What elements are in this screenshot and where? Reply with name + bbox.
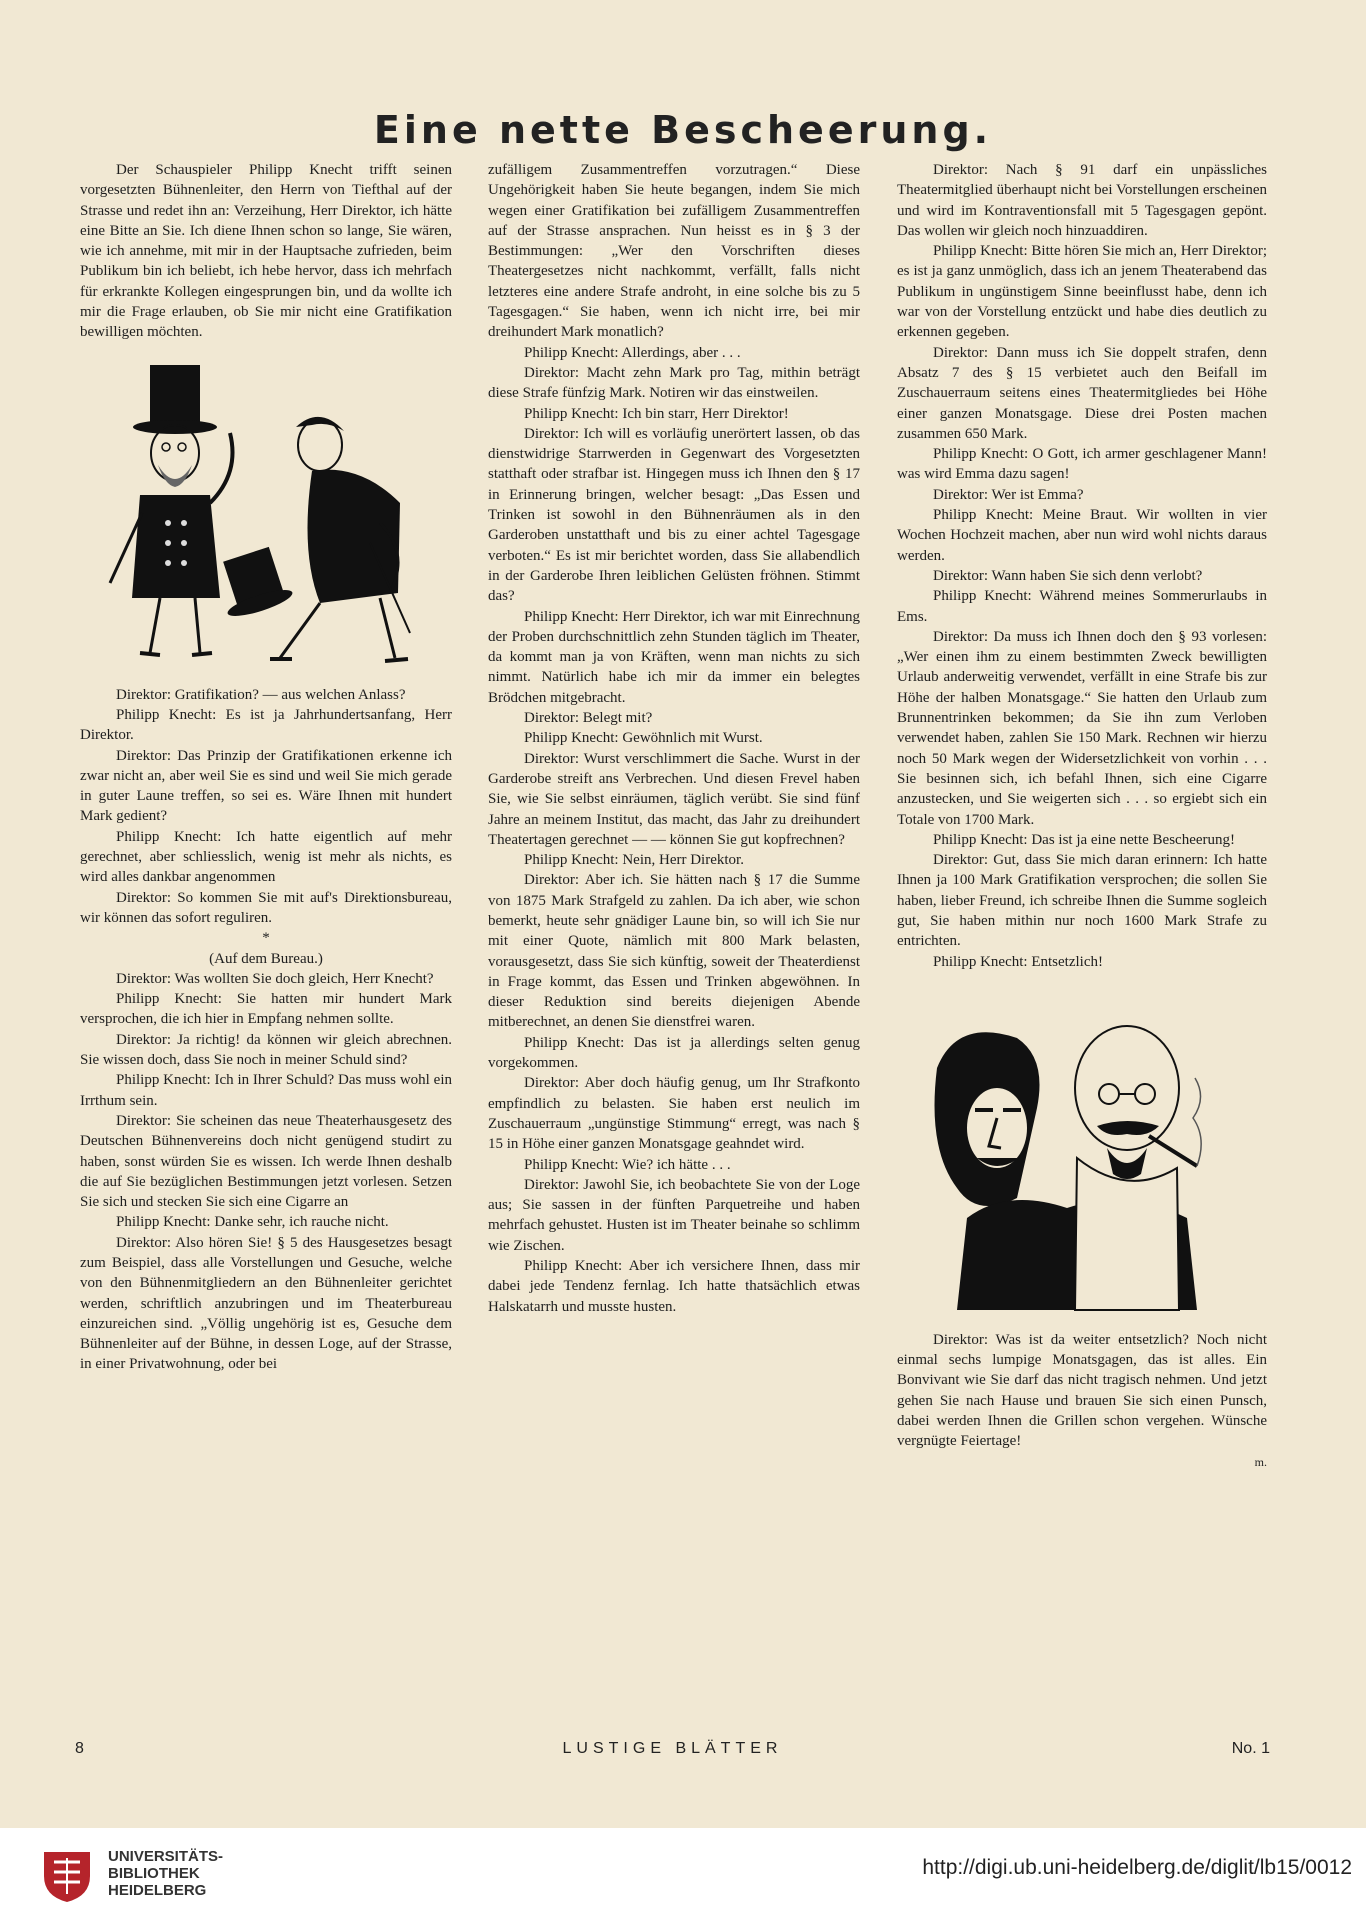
paragraph: Philipp Knecht: Danke sehr, ich rauche nicht.	[116, 1214, 389, 1231]
paragraph: Philipp Knecht: Bitte hören Sie mich an, Herr Direktor; es ist ja ganz unmöglich, dass ich an jenem Theaterabend das Publikum in ungünstigem Sinne beeinflusst habe, denn ich war von der Vorstellung entzückt und habe dies deutlich zu erkennen gegeben.	[897, 243, 1267, 341]
paragraph: Der Schauspieler Philipp Knecht trifft seinen vorgesetzten Bühnenleiter, den Herrn von Tiefthal auf der Strasse und redet ihn an: Verzeihung, Herr Direktor, ich hätte eine Bitte an Sie. Ich diene Ihnen schon so lange, Sie wären, wie ich annehme, mit mir in der Hauptsache zufrieden, beim Publikum bin ich beliebt, ich hebe hervor, dass ich mehrfach für erkrankte Kollegen eingesprungen bin, und da wollte ich mir die Frage erlauben, ob Sie mir nicht eine Gratifikation bewilligen möchten.	[80, 162, 452, 341]
paragraph: Direktor: Gratifikation? — aus welchen Anlass?	[116, 686, 406, 703]
paragraph: Direktor: Das Prinzip der Gratifikationen erkenne ich zwar nicht an, aber weil Sie es sind und weil Sie mich gerade in guter Laune treffen, so sei es. Wäre Ihnen mit hundert Mark gedient?	[80, 747, 452, 825]
library-name	[108, 1848, 223, 1899]
paragraph: Direktor: Da muss ich Ihnen doch den § 93 vorlesen: „Wer einen ihm zu einem bestimmten Zweck bewilligten Urlaub anderweitig verwendet, verfällt in eine Strafe bis zur Höhe der halben Monatsgage.“ Sie hatten den Urlaub zum Brunnentrinken bekommen; da Sie ihn zum Verloben verwendet haben, zahlen Sie 150 Mark. Rechnen wir hierzu noch 50 Mark wegen der Widersetzlichkeit von vorhin . . . Sie besinnen sich, ich befahl Ihnen, sich eine Cigarre anzustecken, und Sie weigerten sich . . . so ergiebt sich ein Totale von 1700 Mark.	[897, 628, 1267, 828]
paragraph: Direktor: Was wollten Sie doch gleich, Herr Knecht?	[116, 970, 434, 987]
library-name-line: HEIDELBERG	[108, 1882, 207, 1899]
paragraph: Direktor: Aber ich. Sie hätten nach § 17 die Summe von 1875 Mark Strafgeld zu zahlen. Da ich aber, wie schon bemerkt, heute sehr gnädiger Laune bin, so will ich Sie nur mit einer Quote, nämlich mit 800 Mark belasten, vorausgesetzt, dass Sie sich künftig, soweit der Theaterdienst in Frage kommt, das Essen und Trinken abgewöhnen. In dieser Reduktion sind bereits diejenigen Abende mitberechnet, an denen Sie dienstfrei waren.	[488, 872, 860, 1031]
library-banner	[0, 1828, 1366, 1924]
paragraph: Philipp Knecht: Ich hatte eigentlich auf mehr gerechnet, aber schliesslich, wenig ist mehr als nichts, es wird alles dankbar angenommen	[80, 828, 452, 886]
scene-heading: (Auf dem Bureau.)	[209, 950, 323, 967]
paragraph: Philipp Knecht: O Gott, ich armer geschlagener Mann! was wird Emma dazu sagen!	[897, 446, 1267, 483]
paragraph: Direktor: Was ist da weiter entsetzlich? Noch nicht einmal sechs lumpige Monatsgagen, das ist alles. Ein Bonvivant wie Sie darf das nicht tragisch nehmen. Und jetzt gehen Sie nach Hause und brauen Sie sich einen Punsch, dabei werden Ihnen die Grillen schon vergehen. Wünsche vergnügte Feiertage!	[897, 1331, 1267, 1450]
paragraph: Direktor: Jawohl Sie, ich beobachtete Sie von der Loge aus; Sie sassen in der fünften Parquetreihe und haben mehrfach gehustet. Husten ist im Theater beinahe so schlimm wie Zischen.	[488, 1176, 860, 1254]
paragraph: Direktor: Ja richtig! da können wir gleich abrechnen. Sie wissen doch, dass Sie noch in meiner Schuld sind?	[80, 1031, 452, 1069]
text-column-3	[897, 160, 1267, 1472]
paragraph: Direktor: Belegt mit?	[524, 710, 653, 727]
paragraph: Philipp Knecht: Nein, Herr Direktor.	[524, 852, 744, 869]
paragraph: Direktor: Dann muss ich Sie doppelt strafen, denn Absatz 7 des § 15 verbietet auch den Beifall im Zuschauerraum seitens eines Theatermitgliedes bei Höhe einer ganzen Monatsgage. Diese drei Posten machen zusammen 650 Mark.	[897, 344, 1267, 442]
paragraph: Direktor: Aber doch häufig genug, um Ihr Strafkonto empfindlich zu belasten. Sie haben erst neulich im Zuschauerraum „ungünstige Stimmung“ erregt, was nach § 15 in Höhe einer ganzen Monatsgage geahndet wird.	[488, 1075, 860, 1153]
paragraph: Philipp Knecht: Meine Braut. Wir wollten in vier Wochen Hochzeit machen, aber nun wird wohl nichts daraus werden.	[897, 507, 1267, 564]
paragraph: Philipp Knecht: Ich bin starr, Herr Direktor!	[524, 405, 789, 422]
paragraph: Philipp Knecht: Ich in Ihrer Schuld? Das muss wohl ein Irrthum sein.	[80, 1072, 452, 1109]
paragraph: Philipp Knecht: Allerdings, aber . . .	[524, 344, 741, 361]
paragraph: Direktor: Also hören Sie! § 5 des Hausgesetzes besagt zum Beispiel, dass alle Vorstellungen und Gesuche, welche von den Bühnenmitgliedern an den Bühnenleiter gerichtet werden, schriftlich anzubringen und im Theaterbureau einzureichen sind. „Völlig ungehörig ist es, Gesuche dem Bühnenleiter auf der Bühne, in dessen Loge, auf der Strasse, in einer Privatwohnung, oder bei	[80, 1234, 452, 1373]
paragraph: Philipp Knecht: Gewöhnlich mit Wurst.	[524, 730, 763, 747]
paragraph: Direktor: Gut, dass Sie mich daran erinnern: Ich hatte Ihnen ja 100 Mark Gratifikation versprochen; die sollen Sie haben, lieber Freund, ich schreibe Ihnen die Summe sogleich gut, Sie haben mithin nur noch 1600 Mark Strafe zu entrichten.	[897, 852, 1267, 950]
cartoon-drawing-2	[897, 998, 1267, 1318]
paragraph: zufälligem Zusammentreffen vorzutragen.“ Diese Ungehörigkeit haben Sie heute begangen, indem Sie mich wegen einer Gratifikation bei zufälligem Zusammentreffen auf der Strasse ansprachen. Nun heisst es in § 3 der Bestimmungen: „Wer den Vorschriften dieses Theatergesetzes nicht nachkommt, verfällt, falls nicht letzteres eine andere Strafe androht, in eine solche bis zu 5 Tagesgagen.“ Sie haben, wenn ich nicht irre, bei mir dreihundert Mark monatlich?	[488, 162, 860, 341]
paragraph: Philipp Knecht: Es ist ja Jahrhundertsanfang, Herr Direktor.	[80, 706, 452, 744]
paragraph: Direktor: So kommen Sie mit auf's Direktionsbureau, wir können das sofort reguliren.	[80, 889, 452, 926]
text-column-1	[80, 160, 452, 1375]
magazine-name: LUSTIGE BLÄTTER	[562, 1740, 783, 1757]
paragraph: Philipp Knecht: Sie hatten mir hundert Mark versprochen, die ich hier in Empfang nehmen sollte.	[80, 991, 452, 1028]
paragraph: Direktor: Wurst verschlimmert die Sache. Wurst in der Garderobe streift ans Verbrechen. Und diesen Frevel haben Sie, wie Sie selbst einräumen, täglich verübt. Sie sind fünf Jahre an meinem Institut, das macht, das Jahr zu dreihundert Theatertagen gerechnet — — können Sie gut kopfrechnen?	[488, 750, 860, 848]
library-name-line: BIBLIOTHEK	[108, 1865, 200, 1882]
paragraph: Direktor: Sie scheinen das neue Theaterhausgesetz des Deutschen Bühnenvereins doch nicht genügend studirt zu haben, sonst würden Sie es wissen. Ich werde Ihnen deshalb die auf Sie bezüglichen Bestimmungen jetzt vorlesen. Setzen Sie sich und stecken Sie sich eine Cigarre an	[80, 1112, 452, 1211]
library-name-line: UNIVERSITÄTS-	[108, 1848, 224, 1865]
cartoon-director-and-actor	[80, 353, 452, 673]
paragraph: Direktor: Wer ist Emma?	[933, 486, 1084, 503]
university-seal-icon	[40, 1846, 94, 1904]
source-url[interactable]: http://digi.ub.uni-heidelberg.de/diglit/lb15/0012	[922, 1856, 1352, 1879]
paragraph: Philipp Knecht: Entsetzlich!	[933, 953, 1103, 970]
article-title: Eine nette Bescheerung.	[373, 108, 993, 152]
paragraph: Philipp Knecht: Herr Direktor, ich war mit Einrechnung der Proben durchschnittlich zehn Stunden täglich im Theater, da kommt man ja von Kräften, wenn man nichts zu sich nimmt. Natürlich habe ich mir da immer ein belegtes Brödchen mitgebracht.	[488, 608, 860, 706]
text-column-2	[488, 160, 860, 1317]
cartoon-two-heads	[897, 998, 1267, 1318]
paragraph: Philipp Knecht: Wie? ich hätte . . .	[524, 1156, 731, 1173]
cartoon-drawing-1	[80, 353, 452, 673]
page-number: 8	[75, 1740, 84, 1757]
paragraph: Direktor: Wann haben Sie sich denn verlobt?	[933, 567, 1203, 584]
paragraph: Direktor: Ich will es vorläufig unerörtert lassen, ob das dienstwidrige Starrwerden in Gegenwart des Vorgesetzten statthaft oder strafbar ist. Hingegen muss ich Ihnen den § 17 in Erinnerung bringen, welcher besagt: „Das Essen und Trinken ist sowohl in den Bühnenräumen als in den Garderoben unstatthaft und bis zu einer achtel Tagesgage verboten.“ Es ist mir berichtet worden, dass Sie allabendlich in der Garderobe Ihren leiblichen Gelüsten fröhnen. Stimmt das?	[488, 425, 860, 605]
page-footer	[75, 1740, 1270, 1764]
paragraph: Philipp Knecht: Das ist ja eine nette Bescheerung!	[933, 831, 1235, 848]
paragraph: Direktor: Macht zehn Mark pro Tag, mithin beträgt diese Strafe fünfzig Mark. Notiren wir das einstweilen.	[488, 364, 860, 402]
issue-number: No. 1	[1231, 1740, 1270, 1757]
paragraph: Philipp Knecht: Aber ich versichere Ihnen, dass mir dabei jede Tendenz fernlag. Ich hatte thatsächlich etwas Halskatarrh und musste husten.	[488, 1258, 860, 1315]
author-signature: m.	[1254, 1454, 1267, 1469]
paragraph: Philipp Knecht: Während meines Sommerurlaubs in Ems.	[897, 588, 1267, 625]
section-separator: *	[262, 930, 270, 947]
paragraph: Direktor: Nach § 91 darf ein unpässliches Theatermitglied überhaupt nicht bei Vorstellungen erscheinen und wird im Kontraventionsfall mit 5 Tagesgagen gepönt. Das wollen wir gleich noch hinzuaddiren.	[897, 162, 1267, 239]
paragraph: Philipp Knecht: Das ist ja allerdings selten genug vorgekommen.	[488, 1034, 860, 1072]
